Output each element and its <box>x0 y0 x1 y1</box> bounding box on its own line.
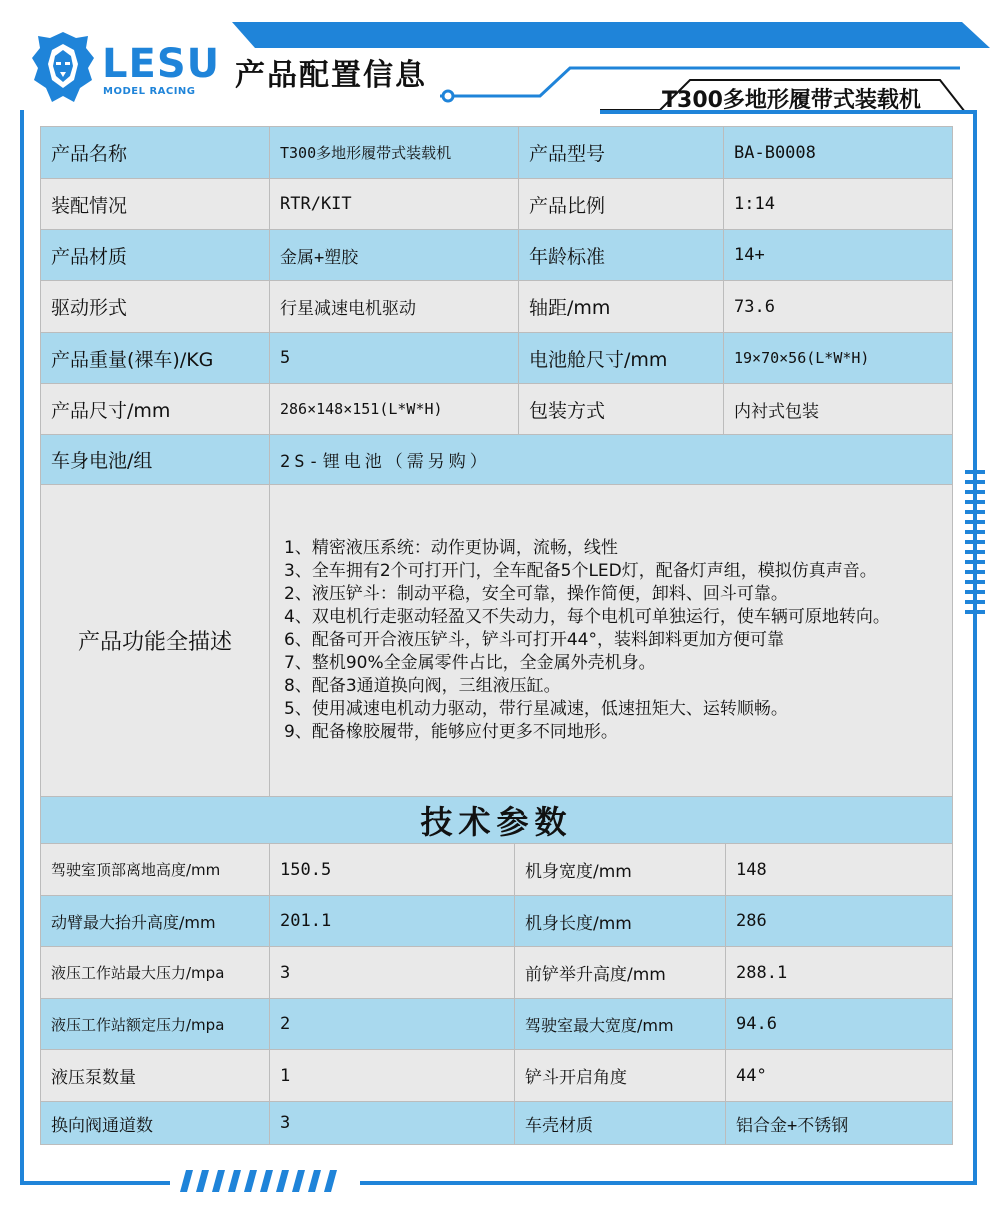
config-value: 19×70×56(L*W*H) <box>724 333 953 384</box>
spec-value: 286 <box>726 896 953 947</box>
config-label: 电池舱尺寸/mm <box>519 333 724 384</box>
description-list <box>270 485 953 797</box>
config-value: 14+ <box>724 230 953 281</box>
spec-value: 44° <box>726 1050 953 1102</box>
spec-value: 铝合金+不锈钢 <box>726 1102 953 1145</box>
config-table <box>40 126 953 797</box>
battery-label: 车身电池/组 <box>41 435 270 485</box>
brand-name: LESU <box>102 41 221 87</box>
config-label: 产品重量(裸车)/KG <box>41 333 270 384</box>
config-value: 1:14 <box>724 179 953 230</box>
tech-title: 技术参数 <box>41 797 953 844</box>
table-row <box>41 179 953 230</box>
list-item: 8、配备3通道换向阀，三组液压缸。 <box>284 676 561 696</box>
config-value: T300多地形履带式装载机 <box>270 127 519 179</box>
spec-label: 液压泵数量 <box>41 1050 270 1102</box>
table-row <box>41 281 953 333</box>
model-title: T300多地形履带式装载机 <box>662 88 921 113</box>
spec-label: 铲斗开启角度 <box>515 1050 726 1102</box>
list-item: 4、双电机行走驱动轻盈又不失动力，每个电机可单独运行，使车辆可原地转向。 <box>284 607 890 627</box>
list-item: 7、整机90%全金属零件占比，全金属外壳机身。 <box>284 653 656 673</box>
table-row <box>41 999 953 1050</box>
brand-logo <box>30 28 230 108</box>
table-row <box>41 947 953 999</box>
config-value: 286×148×151(L*W*H) <box>270 384 519 435</box>
list-item: 2、液压铲斗：制动平稳，安全可靠，操作简便，卸料、回斗可靠。 <box>284 584 788 604</box>
config-label: 年龄标准 <box>519 230 724 281</box>
tech-table <box>40 796 953 1145</box>
table-row <box>41 384 953 435</box>
side-dash-decoration <box>965 470 985 614</box>
spec-label: 动臂最大抬升高度/mm <box>41 896 270 947</box>
description-row <box>41 485 953 797</box>
config-label: 驱动形式 <box>41 281 270 333</box>
list-item: 1、精密液压系统：动作更协调，流畅，线性 <box>284 538 618 558</box>
spec-value: 148 <box>726 844 953 896</box>
config-value: RTR/KIT <box>270 179 519 230</box>
page-title: 产品配置信息 <box>235 58 427 93</box>
config-label: 产品尺寸/mm <box>41 384 270 435</box>
spec-label: 换向阀通道数 <box>41 1102 270 1145</box>
config-label: 产品材质 <box>41 230 270 281</box>
table-row <box>41 435 953 485</box>
config-value: 金属+塑胶 <box>270 230 519 281</box>
spec-label: 驾驶室最大宽度/mm <box>515 999 726 1050</box>
header-dot <box>443 91 453 101</box>
config-value: 行星减速电机驱动 <box>270 281 519 333</box>
spec-value: 3 <box>270 947 515 999</box>
config-label: 产品型号 <box>519 127 724 179</box>
config-value: 内衬式包装 <box>724 384 953 435</box>
spec-label: 机身宽度/mm <box>515 844 726 896</box>
table-row <box>41 333 953 384</box>
spec-label: 液压工作站最大压力/mpa <box>41 947 270 999</box>
header-stripe <box>232 22 990 48</box>
table-row <box>41 1050 953 1102</box>
spec-value: 150.5 <box>270 844 515 896</box>
spec-value: 94.6 <box>726 999 953 1050</box>
table-row <box>41 844 953 896</box>
list-item: 5、使用减速电机动力驱动，带行星减速，低速扭矩大、运转顺畅。 <box>284 699 788 719</box>
battery-value: 2S-锂电池（需另购） <box>270 435 953 485</box>
list-item: 6、配备可开合液压铲斗，铲斗可打开44°，装料卸料更加方便可靠 <box>284 630 784 650</box>
slash-decoration <box>180 1170 337 1192</box>
list-item: 9、配备橡胶履带，能够应付更多不同地形。 <box>284 722 618 742</box>
spec-label: 前铲举升高度/mm <box>515 947 726 999</box>
table-row <box>41 127 953 179</box>
table-row <box>41 230 953 281</box>
spec-value: 201.1 <box>270 896 515 947</box>
config-value: 5 <box>270 333 519 384</box>
spec-value: 2 <box>270 999 515 1050</box>
config-label: 产品比例 <box>519 179 724 230</box>
config-label: 装配情况 <box>41 179 270 230</box>
config-label: 轴距/mm <box>519 281 724 333</box>
spec-label: 液压工作站额定压力/mpa <box>41 999 270 1050</box>
config-label: 包装方式 <box>519 384 724 435</box>
lion-icon <box>30 30 96 106</box>
description-label: 产品功能全描述 <box>41 485 270 797</box>
tech-header-row <box>41 797 953 844</box>
table-row <box>41 896 953 947</box>
config-value: 73.6 <box>724 281 953 333</box>
config-value: BA-B0008 <box>724 127 953 179</box>
spec-value: 1 <box>270 1050 515 1102</box>
spec-value: 288.1 <box>726 947 953 999</box>
table-row <box>41 1102 953 1145</box>
spec-label: 驾驶室顶部离地高度/mm <box>41 844 270 896</box>
spec-label: 车壳材质 <box>515 1102 726 1145</box>
brand-tagline: MODEL RACING <box>103 86 196 97</box>
list-item: 3、全车拥有2个可打开门，全车配备5个LED灯，配备灯声组，模拟仿真声音。 <box>284 561 877 581</box>
spec-label: 机身长度/mm <box>515 896 726 947</box>
config-label: 产品名称 <box>41 127 270 179</box>
spec-value: 3 <box>270 1102 515 1145</box>
